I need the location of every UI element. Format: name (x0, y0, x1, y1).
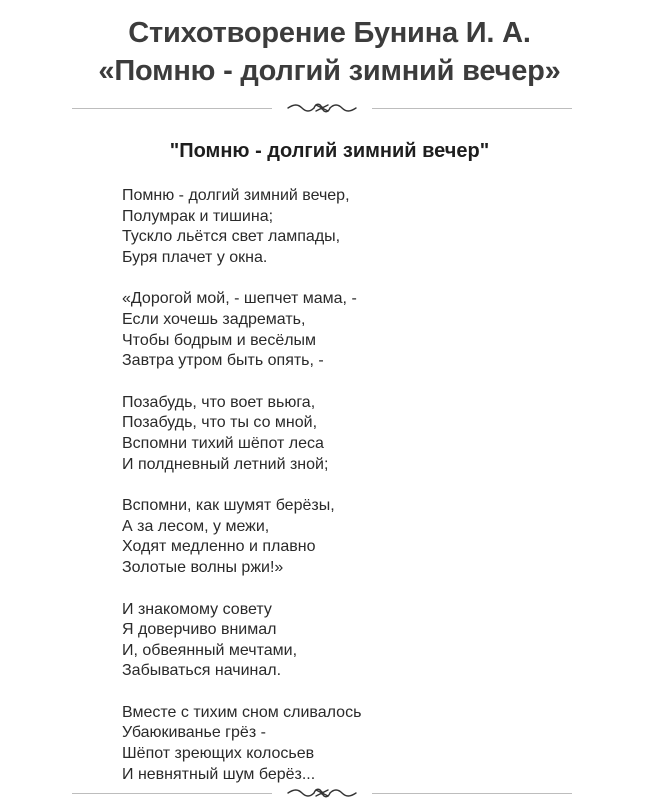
poem-heading: "Помню - долгий зимний вечер" (169, 140, 490, 162)
poem-body (122, 186, 582, 806)
poem-line: Золотые волны ржи!» (122, 558, 284, 576)
poem-line: Буря плачет у окна. (122, 248, 268, 266)
divider-line (72, 108, 272, 109)
divider-line (372, 793, 572, 794)
poem-line: Вместе с тихим сном сливалось (122, 703, 362, 721)
page-title-line-2: «Помню - долгий зимний вечер» (98, 55, 561, 87)
page-title (0, 14, 659, 90)
poem-stanza (122, 289, 582, 371)
poem-line: «Дорогой мой, - шепчет мама, - (122, 290, 357, 308)
poem-line: Ходят медленно и плавно (122, 538, 316, 556)
poem-line: Убаюкиванье грёз - (122, 724, 266, 742)
bottom-divider (72, 786, 572, 800)
poem-line: Забываться начинал. (122, 662, 282, 680)
poem-line: Позабудь, что воет вьюга, (122, 393, 316, 411)
poem-line: Тускло льётся свет лампады, (122, 228, 341, 246)
poem-stanza (122, 186, 582, 268)
poem-stanza (122, 393, 582, 475)
poem-line: И невнятный шум берёз... (122, 765, 316, 783)
divider-line (372, 108, 572, 109)
poem-line: Если хочешь задремать, (122, 310, 306, 328)
poem-line: И, обвеянный мечтами, (122, 641, 298, 659)
page-title-line-1: Стихотворение Бунина И. А. (128, 17, 531, 49)
poem-line: Я доверчиво внимал (122, 621, 277, 639)
poem-stanza (122, 703, 582, 785)
poem-line: А за лесом, у межи, (122, 517, 270, 535)
flourish-ornament-icon (286, 101, 358, 115)
poem-line: Позабудь, что ты со мной, (122, 414, 318, 432)
poem-line: Вспомни, как шумят берёзы, (122, 497, 335, 515)
poem-line: Полумрак и тишина; (122, 207, 274, 225)
poem-stanza (122, 496, 582, 578)
poem-line: И знакомому совету (122, 600, 272, 618)
poem-line: Завтра утром быть опять, - (122, 352, 324, 370)
poem-line: Шёпот зреющих колосьев (122, 745, 315, 763)
poem-stanza (122, 600, 582, 682)
flourish-ornament-icon (286, 786, 358, 800)
poem-line: Вспомни тихий шёпот леса (122, 434, 324, 452)
poem-line: И полдневный летний зной; (122, 455, 329, 473)
divider-line (72, 793, 272, 794)
top-divider (72, 101, 572, 115)
poem-line: Помню - долгий зимний вечер, (122, 187, 350, 204)
poem-line: Чтобы бодрым и весёлым (122, 331, 317, 349)
